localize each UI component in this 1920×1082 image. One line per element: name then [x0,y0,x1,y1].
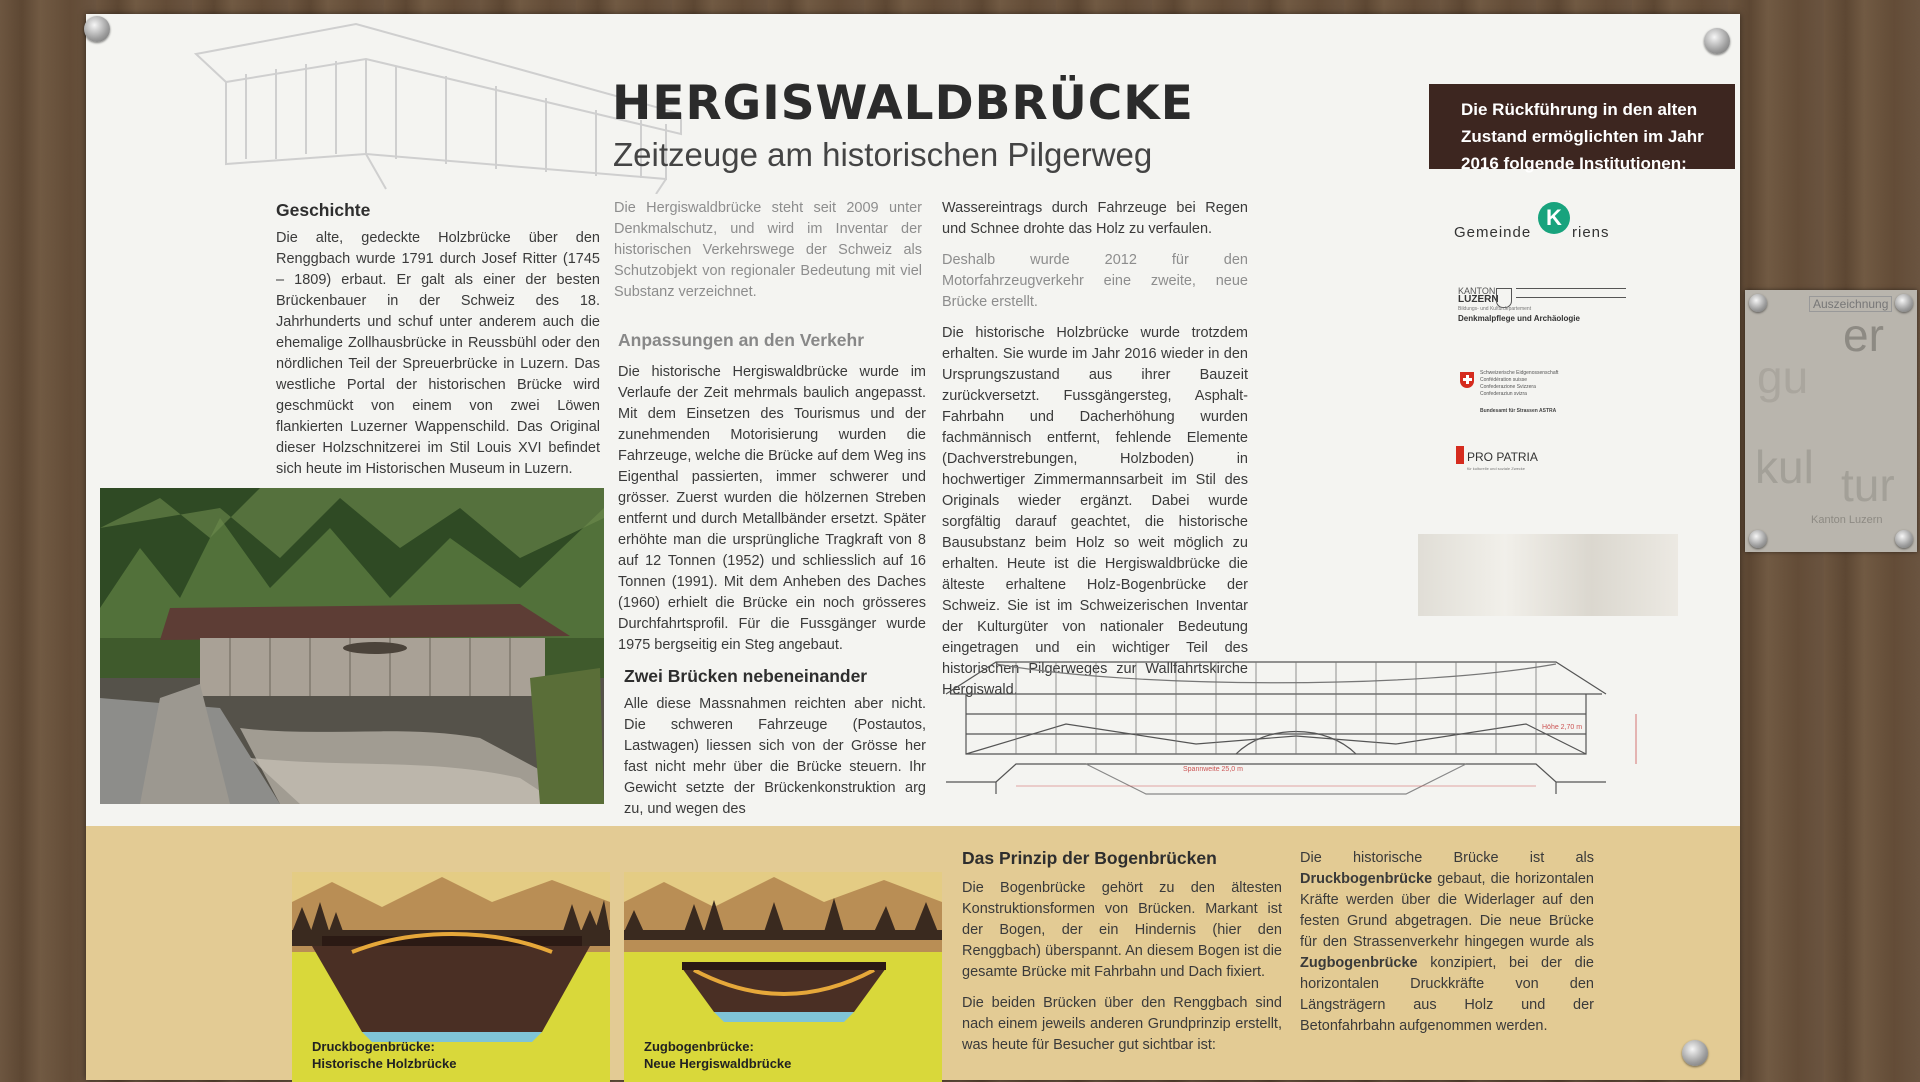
swiss-astra: Bundesamt für Strassen ASTRA [1480,408,1557,414]
prinzip-p3: Die historische Brücke ist als Druckbogenbrücke gebaut, die horizontalen Kräfte werden über die Widerlager auf den festen Grund abgetragen. Die neue Brücke für den Strassenverkehr hingegen wurde als Zugbogenbrücke konzipiert, bei der die horizontalen Druckkräfte von den Längsträgern aus Holz und der Betonfahrbahn aufgenommen werden. [1300,850,1594,1034]
panel-zugbogen [624,872,942,1082]
zwei-bruecken-heading: Zwei Brücken nebeneinander [624,666,868,686]
luzern-shield-icon [1496,288,1512,308]
luzern-kanton: KANTON [1458,286,1496,296]
sign-title: HERGISWALDBRÜCKE [612,76,1194,131]
luzern-name: LUZERN [1458,294,1499,305]
luzern-dept: Denkmalpflege und Archäologie [1458,314,1580,323]
plate-screw-tl [1749,294,1767,312]
swiss-lines: Schweizerische Eidgenossenschaft Confédération suisse Confederazione Svizzera Confederaziun svizra [1480,370,1559,397]
sign-subtitle: Zeitzeuge am historischen Pilgerweg [613,136,1153,173]
col3-p2: Deshalb wurde 2012 für den Motorfahrzeugverkehr eine zweite, neue Brücke erstellt. [942,252,1248,310]
weathered-patch [1418,534,1678,616]
prinzip-p1: Die Bogenbrücke gehört zu den ältesten Konstruktionsformen von Brücken. Markant ist der Bogen, der ein Hindernis (hier den Renggbach) überspannt. An diesem Bogen ist die gesamte Brücke mit Fahrbahn und Dach fixiert. [962,880,1282,980]
plate-word-4: tur [1841,459,1895,511]
col2 [614,198,922,313]
propatria-name: PRO PATRIA [1467,450,1538,464]
denkmal-text: Die Hergiswaldbrücke steht seit 2009 unter Denkmalschutz, und wird im Inventar der historischen Verkehrswege der Schweiz als Schutzobjekt von regionaler Bedeutung mit viel Substanz verzeichnet. [614,200,922,300]
panel-druckbogen [292,872,610,1082]
col3-p3: Die historische Holzbrücke wurde trotzdem erhalten. Sie wurde im Jahr 2016 wieder in den Ursprungszustand aus ihrer Bauzeit zurückversetzt. Fussgängersteg, Asphalt-Fahrbahn und Dacherhöhung wurden fachmännisch entfernt, fehlende Elemente (Dachverstrebungen, Holzboden) in hochwertiger Zimmermannsarbeit im Stil des Originals wieder ergänzt. Dabei wurde sorgfältig darauf geachtet, die historische Bausubstanz beim Holz so weit möglich zu erhalten. Heute ist die Hergiswaldbrücke die älteste erhaltene Holz-Bogenbrücke der Schweiz. Sie ist im Schweizerischen Inventar der Kulturgüter von nationaler Bedeutung eingetragen und ein wichtiger Teil des historischen Pilgerweges zur Wallfahrtskirche Hergiswald. [942,325,1248,698]
luzern-logo [1458,286,1628,336]
luzern-small: Bildungs- und Kulturdepartement [1458,306,1532,312]
luzern-lines [1516,288,1626,298]
award-plate [1745,290,1917,552]
propatria-flag-icon [1456,446,1464,464]
geschichte-text: Die alte, gedeckte Holzbrücke über den Renggbach wurde 1791 durch Josef Ritter (1745 – 1809) erbaut. Er galt als einer der besten Brückenbauer in der Schweiz des 18. Jahrhunderts und schuf unter anderem auch die ehemalige Zollhausbrücke in Reussbühl oder den nördlichen Teil der Spreuerbrücke in Luzern. Das westliche Portal der historischen Brücke wird geschmückt von einem von zwei Löwen flankierten Luzerner Wappenschild. Das Original dieser Holzschnitzerei im Stil Louis XVI befindet sich heute im Historischen Museum in Luzern. [276,230,600,477]
kriens-text-right: riens [1572,224,1610,241]
bridge-photo [100,488,604,804]
kriens-logo [1454,200,1694,250]
kriens-k-icon: K [1538,202,1570,234]
swiss-cross-icon [1460,372,1474,388]
propatria-logo [1456,446,1566,496]
kriens-text-left: Gemeinde [1454,224,1532,241]
prinzip-col [962,878,1282,1066]
zwei-bruecken-text: Alle diese Massnahmen reichten aber nicht. Die schweren Fahrzeuge (Postautos, Lastwagen) liessen sich von der Grösse her fast nicht mehr über die Brücke steuern. Ihr Gewicht setzte der Brückenkonstruktion arg zu, und wegen des [624,696,926,817]
plate-word-2: gu [1757,351,1809,403]
screw-top-left [84,16,110,42]
anpassungen-heading: Anpassungen an den Verkehr [618,330,865,350]
roof-sketch [186,14,686,194]
prinzip-p2: Die beiden Brücken über den Renggbach sind nach einem jeweils anderen Grundprinzip erstellt, was heute für Besucher gut sichtbar ist: [962,995,1282,1053]
plate-screw-bl [1749,530,1767,548]
geschichte-heading: Geschichte [276,200,371,220]
plate-screw-br [1895,530,1913,548]
panel-druckbogen-caption: Druckbogenbrücke: Historische Holzbrücke [312,1039,457,1071]
propatria-small: für kulturelle und soziale Zwecke [1467,466,1526,471]
screw-bottom-right [1682,1040,1708,1066]
sponsor-callout: Die Rückführung in den alten Zustand ermöglichten im Jahr 2016 folgende Institutionen: [1429,84,1735,169]
panel-zugbogen-caption: Zugbogenbrücke: Neue Hergiswaldbrücke [644,1039,792,1071]
screw-top-right [1704,28,1730,54]
hoehe-label: Höhe 2,70 m [1542,724,1583,731]
prinzip-heading: Das Prinzip der Bogenbrücken [962,848,1217,868]
plate-word-1: er [1843,309,1884,361]
info-sign [86,14,1740,1080]
plate-small: Kanton Luzern [1811,514,1883,526]
plate-word-3: kul [1755,441,1814,493]
spannweite-label: Spannweite 25,0 m [1180,766,1246,773]
col3-p1: Wassereintrags durch Fahrzeuge bei Regen und Schnee drohte das Holz zu verfaulen. [942,200,1248,237]
anpassungen-text: Die historische Hergiswaldbrücke wurde im Verlaufe der Zeit mehrmals baulich angepasst. Mit dem Einsetzen des Tourismus und der zunehmenden Motorisierung wurden die Fahrzeuge, welche die Brücke auf dem Weg ins Eigenthal passierten, immer schwerer und grösser. Zuerst wurden die hölzernen Streben entfernt und durch Metallbänder ersetzt. Später erhöhte man die ursprüngliche Tragkraft von 8 auf 12 Tonnen (1952) und schliesslich auf 16 Tonnen (1991). Mit dem Anheben des Daches (1960) erhielt die Brücke ein noch grösseres Durchfahrtsprofil. Für die Fussgänger wurde 1975 bergseitig ein Steg angebaut. [618,364,926,653]
plate-screw-tr [1895,294,1913,312]
plate-label: Auszeichnung [1809,296,1892,312]
swiss-confederation-logo [1460,370,1590,420]
